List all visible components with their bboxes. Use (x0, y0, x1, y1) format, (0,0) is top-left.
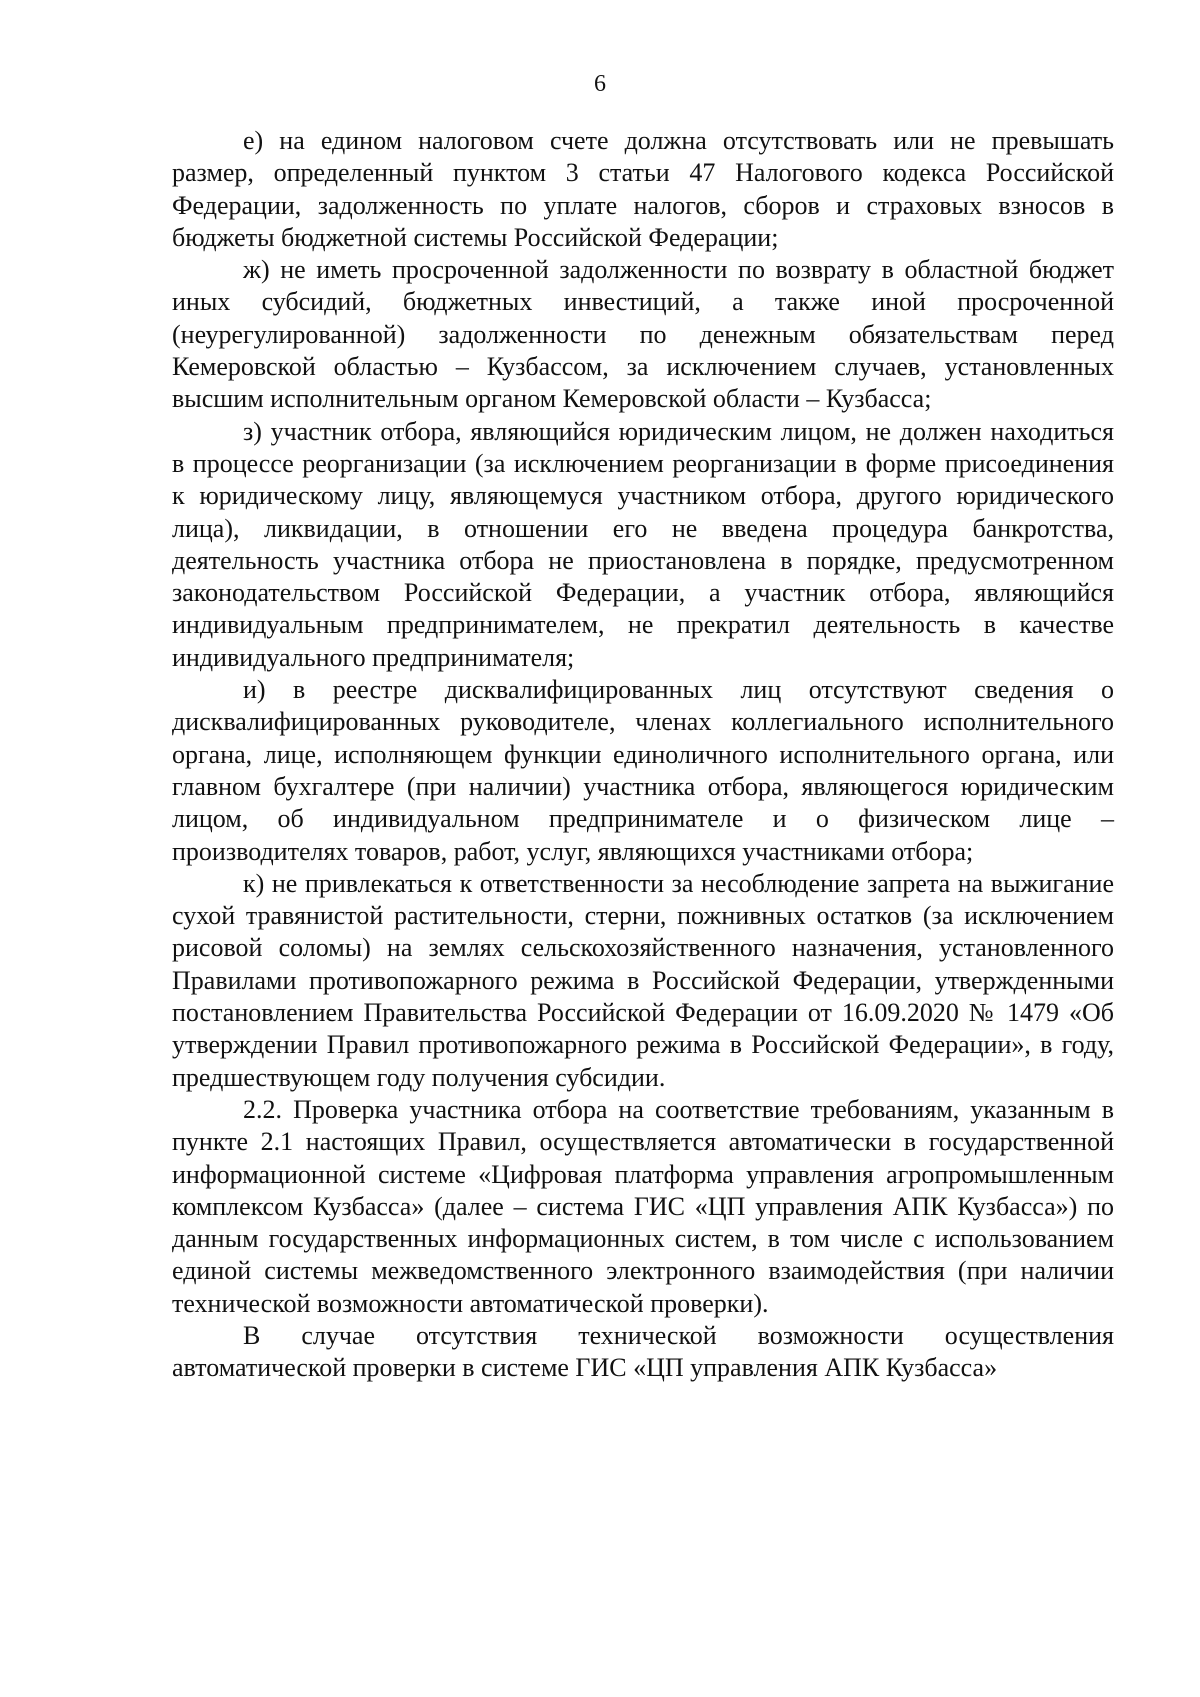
paragraph-k: к) не привлекаться к ответственности за несоблюдение запрета на выжигание сухой травянистой растительности, стерни, пожнивных остатков (за исключением рисовой соломы) на землях сельскохозяйственного назначения, установленного Правилами противопожарного режима в Российской Федерации, утвержденными постановлением Правительства Российской Федерации от 16.09.2020 № 1479 «Об утверждении Правил противопожарного режима в Российской Федерации», в году, предшествующем году получения субсидии. (172, 868, 1114, 1092)
paragraph-2-2: 2.2. Проверка участника отбора на соответствие требованиям, указанным в пункте 2.1 настоящих Правил, осуществляется автоматически в государственной информационной системе «Цифровая платформа управления агропромышленным комплексом Кузбасса» (далее – система ГИС «ЦП управления АПК Кузбасса») по данным государственных информационных систем, в том числе с использованием единой системы межведомственного электронного взаимодействия (при наличии технической возможности автоматической проверки). (172, 1094, 1114, 1318)
page-number: 6 (594, 71, 606, 97)
paragraph-i: и) в реестре дисквалифицированных лиц отсутствуют сведения о дисквалифицированных руководителе, членах коллегиального исполнительного органа, лице, исполняющем функции единоличного исполнительного органа, или главном бухгалтере (при наличии) участника отбора, являющегося юридическим лицом, об индивидуальном предпринимателе и о физическом лице – производителях товаров, работ, услуг, являющихся участниками отбора; (172, 675, 1114, 866)
paragraph-no-technical-possibility: В случае отсутствия технической возможности осуществления автоматической проверки в системе ГИС «ЦП управления АПК Кузбасса» (172, 1320, 1114, 1383)
paragraph-z: з) участник отбора, являющийся юридическим лицом, не должен находиться в процессе реорганизации (за исключением реорганизации в форме присоединения к юридическому лицу, являющемуся участником отбора, другого юридического лица), ликвидации, в отношении его не введена процедура банкротства, деятельность участника отбора не приостановлена в порядке, предусмотренном законодательством Российской Федерации, а участник отбора, являющийся индивидуальным предпринимателем, не прекратил деятельность в качестве индивидуального предпринимателя; (172, 416, 1114, 672)
document-body (172, 125, 1114, 1385)
paragraph-e: е) на едином налоговом счете должна отсутствовать или не превышать размер, определенный пунктом 3 статьи 47 Налогового кодекса Российской Федерации, задолженность по уплате налогов, сборов и страховых взносов в бюджеты бюджетной системы Российской Федерации; (172, 126, 1114, 252)
paragraph-zh: ж) не иметь просроченной задолженности по возврату в областной бюджет иных субсидий, бюджетных инвестиций, а также иной просроченной (неурегулированной) задолженности по денежным обязательствам перед Кемеровской областью – Кузбассом, за исключением случаев, установленных высшим исполнительным органом Кемеровской области – Кузбасса; (172, 255, 1114, 414)
